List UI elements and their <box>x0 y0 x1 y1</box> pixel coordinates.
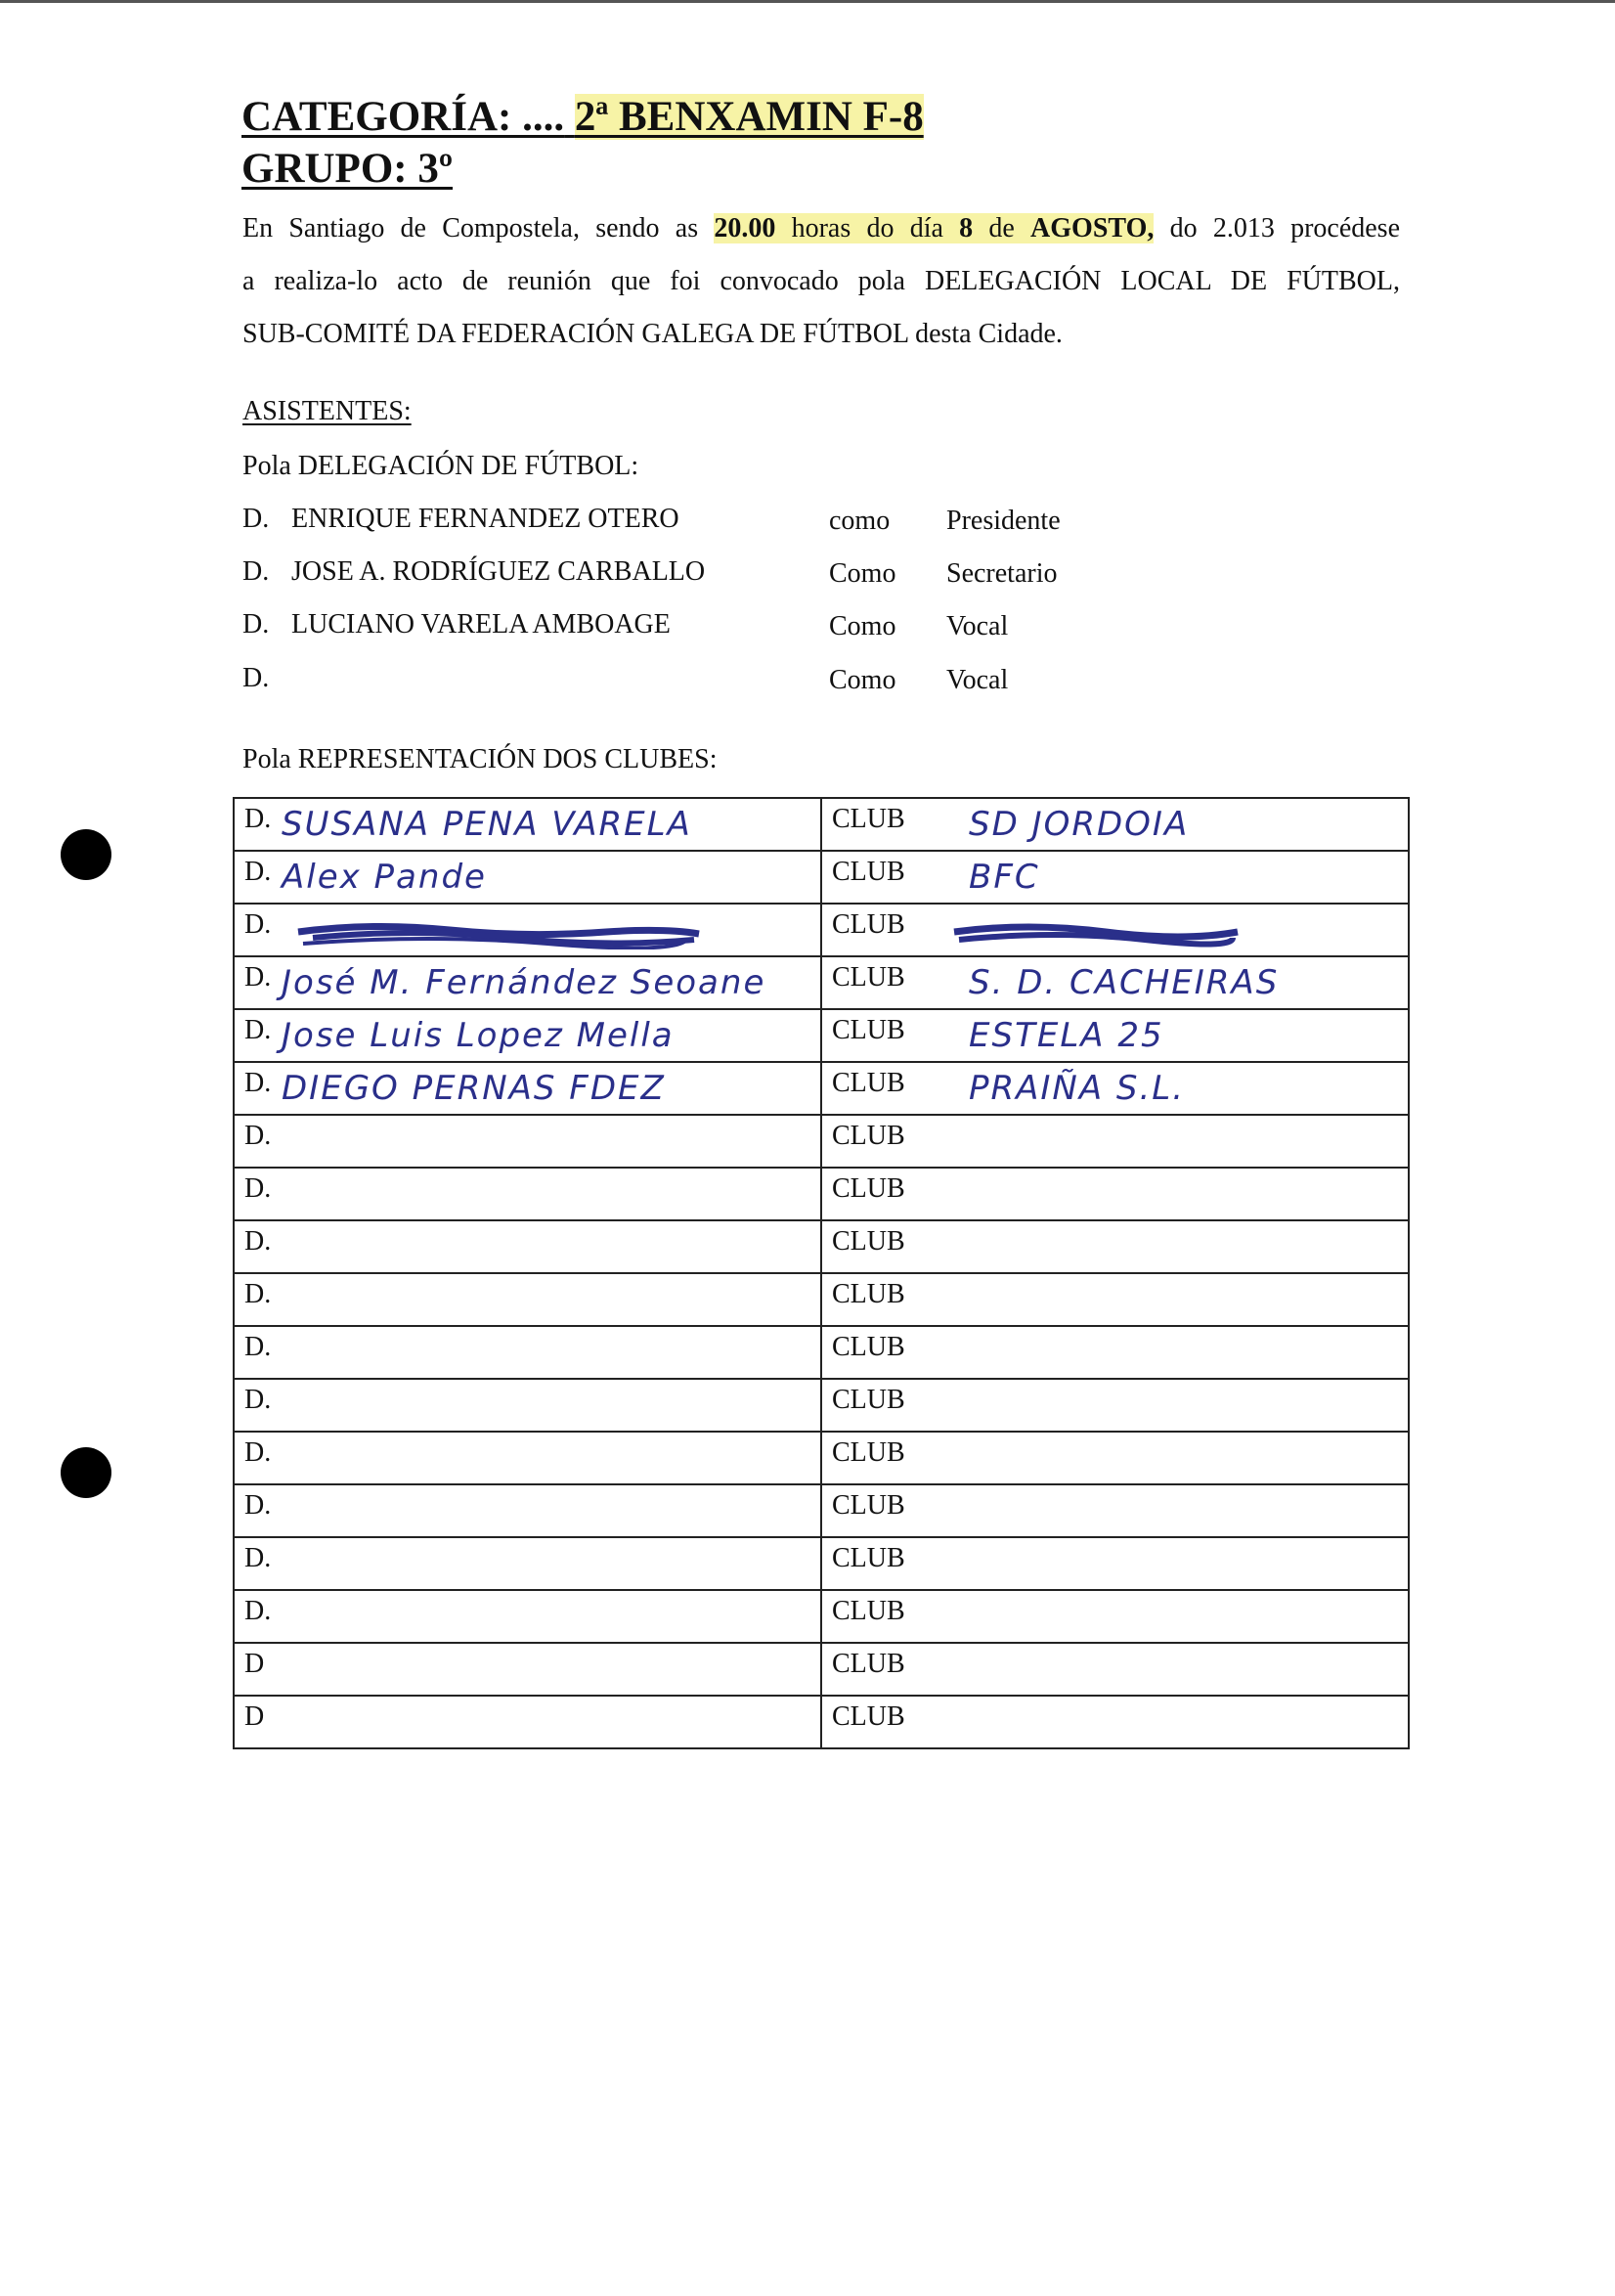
representative-label: D. <box>244 1015 272 1045</box>
club-label: CLUB <box>832 1279 905 1309</box>
member-prefix: D. <box>242 504 270 534</box>
representative-cell <box>234 851 821 904</box>
punch-hole-top <box>61 829 111 880</box>
member-name: LUCIANO VARELA AMBOAGE <box>291 609 671 640</box>
representative-label: D. <box>244 1173 272 1204</box>
representative-cell <box>234 1009 821 1062</box>
table-row <box>234 851 1409 904</box>
delegacion-title: Pola DELEGACIÓN DE FÚTBOL: <box>242 451 639 481</box>
representative-label: D. <box>244 1596 272 1626</box>
representative-cell <box>234 1432 821 1484</box>
club-label: CLUB <box>832 1226 905 1257</box>
club-cell <box>821 1590 1409 1643</box>
table-row <box>234 1273 1409 1326</box>
club-cell <box>821 1432 1409 1484</box>
representative-cell <box>234 1273 821 1326</box>
club-cell <box>821 1062 1409 1115</box>
club-cell <box>821 1696 1409 1748</box>
club-cell <box>821 1484 1409 1537</box>
member-prefix: D. <box>242 556 270 587</box>
representative-label: D. <box>244 1490 272 1521</box>
member-role: Presidente <box>946 506 1061 536</box>
member-prefix: D. <box>242 663 270 693</box>
club-label: CLUB <box>832 804 905 834</box>
categoria-label: CATEGORÍA: .... <box>241 94 565 140</box>
table-row <box>234 1220 1409 1273</box>
club-label: CLUB <box>832 962 905 993</box>
member-como: como <box>829 506 891 536</box>
member-name: JOSE A. RODRÍGUEZ CARBALLO <box>291 556 706 587</box>
representative-cell <box>234 798 821 851</box>
intro-text-c: de <box>988 213 1015 243</box>
representative-name: DIEGO PERNAS FDEZ <box>282 1069 666 1108</box>
representative-cell <box>234 1484 821 1537</box>
representative-name: José M. Fernández Seoane <box>282 963 766 1002</box>
representative-cell <box>234 1643 821 1696</box>
representative-name: Alex Pande <box>282 858 487 897</box>
table-row <box>234 1062 1409 1115</box>
intro-text-b: horas do día <box>791 213 943 243</box>
table-row <box>234 1432 1409 1484</box>
intro-line-1 <box>242 213 1400 244</box>
representative-cell <box>234 1696 821 1748</box>
member-prefix: D. <box>242 609 270 640</box>
club-cell <box>821 798 1409 851</box>
representative-label: D. <box>244 1226 272 1257</box>
club-label: CLUB <box>832 1701 905 1732</box>
representative-label: D. <box>244 804 272 834</box>
representative-cell <box>234 1115 821 1168</box>
intro-text-a: En Santiago de Compostela, sendo as <box>242 213 699 243</box>
table-row <box>234 1115 1409 1168</box>
representative-label: D. <box>244 857 272 887</box>
representative-name: Jose Luis Lopez Mella <box>282 1016 675 1055</box>
club-cell <box>821 904 1409 956</box>
club-label: CLUB <box>832 1437 905 1468</box>
club-name: PRAIÑA S.L. <box>969 1069 1186 1108</box>
table-row <box>234 1643 1409 1696</box>
club-cell <box>821 1168 1409 1220</box>
club-cell <box>821 956 1409 1009</box>
club-label: CLUB <box>832 1332 905 1362</box>
club-label: CLUB <box>832 1385 905 1415</box>
representative-label: D. <box>244 1279 272 1309</box>
punch-hole-bottom <box>61 1447 111 1498</box>
club-label: CLUB <box>832 1121 905 1151</box>
table-row <box>234 798 1409 851</box>
table-row <box>234 1590 1409 1643</box>
crossed-out-signature <box>293 920 704 949</box>
club-cell <box>821 851 1409 904</box>
intro-time: 20.00 <box>714 213 776 243</box>
member-role: Vocal <box>946 611 1009 641</box>
intro-line-2: a realiza-lo acto de reunión que foi convocado pola DELEGACIÓN LOCAL DE FÚTBOL, <box>242 266 1400 296</box>
member-name: ENRIQUE FERNANDEZ OTERO <box>291 504 679 534</box>
scan-top-edge <box>0 0 1615 3</box>
table-row <box>234 1537 1409 1590</box>
representative-cell <box>234 1220 821 1273</box>
club-label: CLUB <box>832 1543 905 1573</box>
asistentes-title: ASISTENTES: <box>242 396 412 426</box>
table-row <box>234 1009 1409 1062</box>
representative-label: D <box>244 1649 265 1679</box>
club-name: S. D. CACHEIRAS <box>969 963 1280 1002</box>
representative-label: D. <box>244 909 272 940</box>
table-row <box>234 1379 1409 1432</box>
intro-day: 8 <box>959 213 974 243</box>
representative-name: SUSANA PENA VARELA <box>282 805 692 844</box>
club-name: SD JORDOIA <box>969 805 1190 844</box>
club-cell <box>821 1326 1409 1379</box>
club-label: CLUB <box>832 1068 905 1098</box>
table-row <box>234 1326 1409 1379</box>
representative-label: D. <box>244 1121 272 1151</box>
representative-cell <box>234 1590 821 1643</box>
representative-label: D. <box>244 1385 272 1415</box>
club-cell <box>821 1220 1409 1273</box>
club-cell <box>821 1537 1409 1590</box>
club-name: BFC <box>969 858 1040 897</box>
club-label: CLUB <box>832 1596 905 1626</box>
club-label: CLUB <box>832 1015 905 1045</box>
categoria-heading <box>241 93 924 142</box>
club-label: CLUB <box>832 1173 905 1204</box>
grupo-heading: GRUPO: 3º <box>241 146 454 192</box>
club-cell <box>821 1009 1409 1062</box>
representative-cell <box>234 904 821 956</box>
club-label: CLUB <box>832 857 905 887</box>
club-name: ESTELA 25 <box>969 1016 1164 1055</box>
member-como: Como <box>829 665 896 695</box>
intro-line-3: SUB-COMITÉ DA FEDERACIÓN GALEGA DE FÚTBOL desta Cidade. <box>242 319 1063 349</box>
clubs-title: Pola REPRESENTACIÓN DOS CLUBES: <box>242 744 718 774</box>
table-row <box>234 904 1409 956</box>
representative-label: D. <box>244 1068 272 1098</box>
club-cell <box>821 1643 1409 1696</box>
representative-cell <box>234 1062 821 1115</box>
representative-cell <box>234 1379 821 1432</box>
table-row <box>234 956 1409 1009</box>
representative-label: D. <box>244 1437 272 1468</box>
club-label: CLUB <box>832 1649 905 1679</box>
member-como: Como <box>829 558 896 589</box>
table-row <box>234 1168 1409 1220</box>
table-row <box>234 1696 1409 1748</box>
member-como: Como <box>829 611 896 641</box>
representative-label: D. <box>244 1543 272 1573</box>
table-row <box>234 1484 1409 1537</box>
club-label: CLUB <box>832 909 905 940</box>
club-label: CLUB <box>832 1490 905 1521</box>
intro-month: AGOSTO, <box>1030 213 1155 243</box>
representative-cell <box>234 1326 821 1379</box>
representative-label: D. <box>244 962 272 993</box>
representative-label: D <box>244 1701 265 1732</box>
club-cell <box>821 1115 1409 1168</box>
representative-label: D. <box>244 1332 272 1362</box>
crossed-out-club <box>949 920 1243 949</box>
member-role: Secretario <box>946 558 1058 589</box>
representative-cell <box>234 1537 821 1590</box>
intro-text-d: do 2.013 procédese <box>1169 213 1400 243</box>
club-cell <box>821 1273 1409 1326</box>
club-cell <box>821 1379 1409 1432</box>
member-role: Vocal <box>946 665 1009 695</box>
representative-cell <box>234 956 821 1009</box>
clubs-table <box>233 797 1410 1749</box>
representative-cell <box>234 1168 821 1220</box>
categoria-value: 2ª BENXAMIN F-8 <box>574 94 924 140</box>
